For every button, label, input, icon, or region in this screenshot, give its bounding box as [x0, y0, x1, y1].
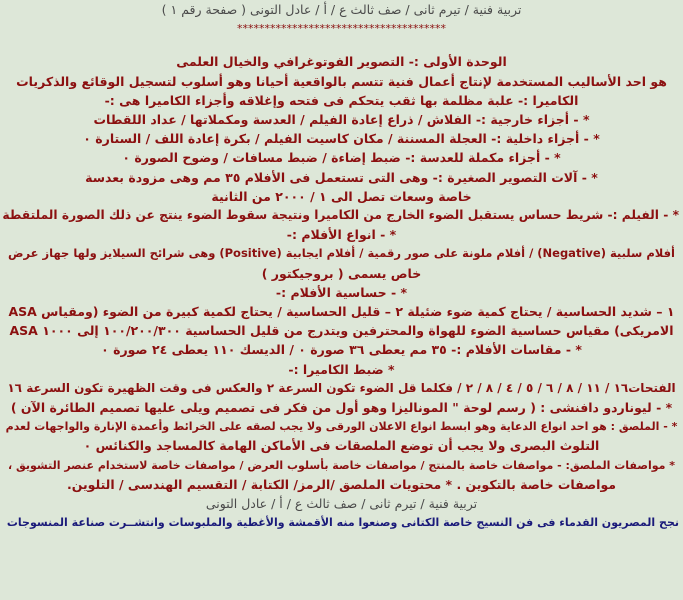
page-header: تربية فنية / تيرم ثانى / صف ثالث ع / أ / عادل التونى ( صفحة رقم ١ )	[161, 2, 522, 17]
text-line: الكاميرا :- علبة مظلمة بها ثقب يتحكم فى فتحه وإغلاقه وأجزاء الكاميرا هى :-	[104, 92, 579, 108]
page-footer-header: تربية فنية / تيرم ثانى / صف ثالث ع / أ / عادل التونى	[205, 496, 478, 512]
text-line: الامريكى) مقياس حساسية الضوء للهواة والمحترفين ويتدرج من قليل الحساسية ١٠٠/٢٠٠/٣٠٠ إلى ١٠٠٠ ASA	[9, 323, 674, 339]
text-line: هو احد الأساليب المستخدمة لإنتاج أعمال فنية تتسم بالواقعية أحيانا وهو أسلوب لتسجيل الوقائع والذكريات	[16, 73, 667, 89]
text-line: الفتحات١٦ / ١١ / ٨ / ٦ / ٥ / ٤ / ٨ / ٢ / فكلما قل الضوء تكون السرعة ٢ والعكس فى وقت الظهيرة تكون السرعة ١٦	[7, 380, 676, 395]
unit-title: الوحدة الأولى :- التصوير الفوتوغرافي والخيال العلمى	[176, 54, 507, 70]
text-line: * ضبط الكاميرا :-	[288, 361, 395, 377]
text-line: أفلام سلبية (Negative) / أفلام ملونة على صور رقمية / أفلام ايجابية (Positive) وهى شرائح السيلايز ولها جهاز عرض	[8, 246, 675, 261]
text-line: * - انواع الأفلام :-	[286, 227, 397, 243]
text-line: خاص يسمى ( بروجيكتور )	[261, 265, 422, 281]
spacer	[0, 38, 683, 52]
text-line: * - حساسية الأفلام :-	[275, 284, 408, 300]
separator: **************************************	[237, 22, 446, 36]
text-line: * - ليوناردو دافنشى : ( رسم لوحة " الموناليزا وهو أول من فكر فى تصميم ويلى عليها تصميم الطائرة الآن )	[10, 400, 673, 416]
text-line: * - الفيلم :- شريط حساس يستقبل الضوء الخارج من الكاميرا ونتيجة سقوط الضوء ينتج عن ذلك الصورة الملتقطة	[2, 208, 679, 223]
text-line: * - أجزاء مكملة للعدسة :- ضبط إضاءة / ضبط مسافات / وضوح الصورة ٠	[122, 150, 561, 166]
text-line: * مواصفات الملصق: - مواصفات خاصة بالمنتج / مواصفات خاصة بأسلوب العرض / مواصفات خاصة لاستخدام عنصر التشويق ،	[7, 458, 676, 472]
text-line: نجح المصريون القدماء فى فن النسيج خاصة الكتانى وصنعوا منه الأقمشة والأغطية والملبوسات وانتشــرت صناعة المنسوجات	[6, 516, 679, 530]
text-line: * - الملصق : هو احد انواع الدعاية وهو ابسط انواع الاعلان الورقى ولا يجب لصقه على الخرائط وأعمدة الإنارة والواجهات لعدم	[5, 420, 678, 434]
text-line: * - أجزاء داخلية :- العجلة المسننة / مكان كاسيت الفيلم / بكرة إعادة اللف / الستارة ٠	[83, 131, 600, 147]
text-line: * - آلات التصوير الصغيرة :- وهى التى تستعمل فى الأفلام ٣٥ مم وهى مزودة بعدسة	[85, 169, 598, 185]
text-line: مواصفات خاصة بالتكوين . * محتويات الملصق /الرمز/ الكتابة / التقسيم الهندسى / التلوين.	[66, 476, 617, 492]
text-line: * - مقاسات الأفلام :- ٣٥ مم يعطى ٣٦ صورة ٠ / الديسك ١١٠ يعطى ٢٤ صورة ٠	[101, 342, 582, 358]
text-line: ١ – شديد الحساسية / يحتاج كمية ضوء ضئيلة ٢ – قليل الحساسية / يحتاج لكمية كبيرة من الضوء (ومقياس ASA	[8, 304, 675, 320]
text-line: التلوث البصرى ولا يجب أن توضع الملصقات فى الأماكن الهامة كالمساجد والكنائس ٠	[83, 438, 600, 454]
text-line: خاصة وسعات تصل الى ١ / ٢٠٠٠ من الثانية	[211, 188, 472, 204]
text-line: * - أجزاء خارجية :- الفلاش / ذراع إعادة الفيلم / العدسة ومكملاتها / عداد اللقطات	[93, 112, 590, 128]
